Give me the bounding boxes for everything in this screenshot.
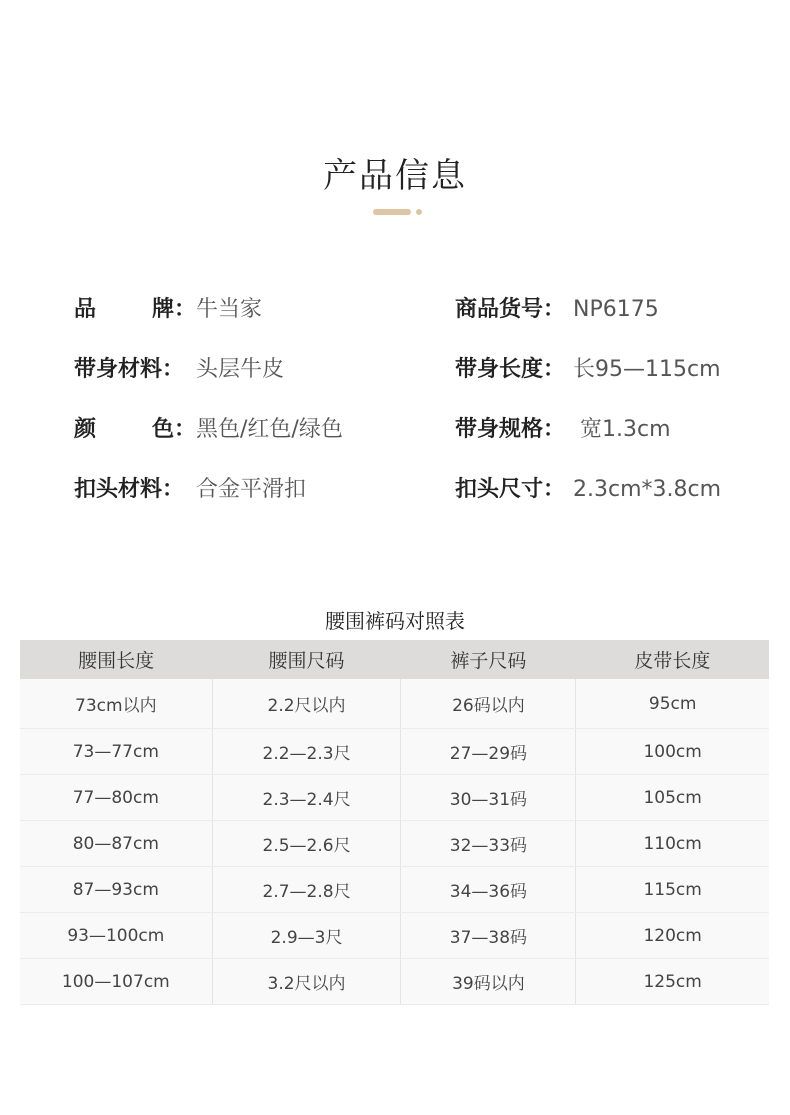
info-item-sku [455, 292, 659, 323]
label-char: 牌： [151, 297, 196, 322]
table-cell: 2.3—2.4尺 [212, 775, 401, 821]
title-decoration [373, 209, 427, 215]
table-cell: 73—77cm [20, 729, 212, 775]
table-row [20, 775, 769, 821]
decoration-bar [373, 209, 411, 215]
table-cell: 2.5—2.6尺 [212, 821, 401, 867]
table-cell: 115cm [576, 867, 769, 913]
info-row [74, 352, 734, 412]
info-label: 商品货号： [455, 297, 566, 322]
table-cell: 32—33码 [401, 821, 576, 867]
product-info [74, 292, 734, 532]
info-label: 扣头尺寸： [455, 477, 566, 502]
table-cell: 125cm [576, 959, 769, 1005]
size-table-title: 腰围裤码对照表 [325, 609, 465, 633]
label-char: 颜 [74, 417, 97, 442]
page-title: 产品信息 [323, 156, 467, 196]
table-cell: 110cm [576, 821, 769, 867]
label-char: 品 [74, 297, 97, 322]
info-value: 合金平滑扣 [196, 477, 307, 502]
column-header: 腰围尺码 [212, 640, 401, 679]
column-header: 腰围长度 [20, 640, 212, 679]
info-row [74, 412, 734, 472]
info-value: 2.3cm*3.8cm [573, 477, 722, 502]
decoration-dot [416, 209, 422, 215]
table-cell: 73cm以内 [20, 679, 212, 729]
table-cell: 26码以内 [401, 679, 576, 729]
table-cell: 3.2尺以内 [212, 959, 401, 1005]
info-value: 长95—115cm [573, 357, 721, 382]
table-cell: 27—29码 [401, 729, 576, 775]
table-cell: 105cm [576, 775, 769, 821]
table-row [20, 821, 769, 867]
table-cell: 2.9—3尺 [212, 913, 401, 959]
size-chart-table [20, 640, 769, 1005]
info-value: 牛当家 [196, 297, 263, 322]
table-cell: 2.2尺以内 [212, 679, 401, 729]
table-cell: 87—93cm [20, 867, 212, 913]
info-item-strap-width [455, 412, 671, 443]
table-row [20, 959, 769, 1005]
table-cell: 100cm [576, 729, 769, 775]
info-item-strap-length [455, 352, 721, 383]
table-cell: 120cm [576, 913, 769, 959]
table-cell: 95cm [576, 679, 769, 729]
info-label [74, 412, 196, 443]
info-item-color [74, 412, 343, 443]
table-cell: 37—38码 [401, 913, 576, 959]
table-cell: 39码以内 [401, 959, 576, 1005]
table-row [20, 867, 769, 913]
label-char: 色： [151, 417, 196, 442]
info-item-strap-material [74, 352, 284, 383]
table-cell: 100—107cm [20, 959, 212, 1005]
column-header: 皮带长度 [576, 640, 769, 679]
info-label: 带身长度： [455, 357, 566, 382]
table-cell: 93—100cm [20, 913, 212, 959]
info-row [74, 292, 734, 352]
table-cell: 2.7—2.8尺 [212, 867, 401, 913]
info-item-buckle-size [455, 472, 721, 503]
info-label: 带身规格： [455, 417, 566, 442]
table-cell: 77—80cm [20, 775, 212, 821]
info-label: 扣头材料： [74, 477, 185, 502]
table-header-row [20, 640, 769, 679]
table-row [20, 913, 769, 959]
info-value: 宽1.3cm [573, 417, 671, 442]
info-label [74, 292, 196, 323]
info-item-buckle-material [74, 472, 306, 503]
info-item-brand [74, 292, 262, 323]
column-header: 裤子尺码 [401, 640, 576, 679]
info-value: 头层牛皮 [196, 357, 285, 382]
table-cell: 80—87cm [20, 821, 212, 867]
table-cell: 30—31码 [401, 775, 576, 821]
table-row [20, 679, 769, 729]
table-cell: 2.2—2.3尺 [212, 729, 401, 775]
info-value: 黑色/红色/绿色 [196, 417, 343, 442]
info-row [74, 472, 734, 532]
info-label: 带身材料： [74, 357, 185, 382]
info-value: NP6175 [573, 297, 659, 322]
table-row [20, 729, 769, 775]
table-cell: 34—36码 [401, 867, 576, 913]
